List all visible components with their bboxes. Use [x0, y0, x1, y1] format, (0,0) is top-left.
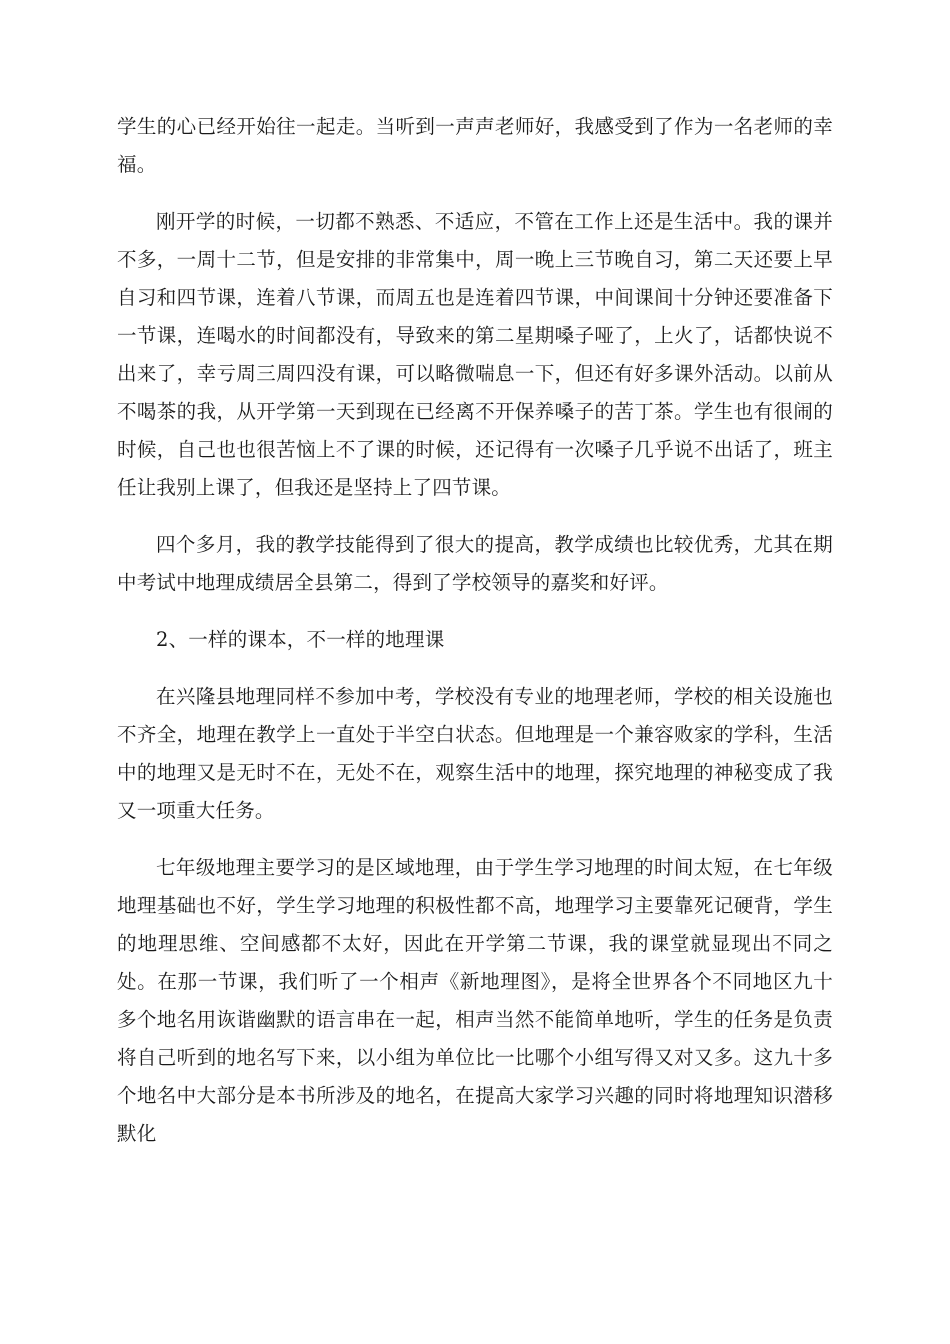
document-body [117, 108, 833, 1172]
paragraph-teaching-results: 四个多月，我的教学技能得到了很大的提高，教学成绩也比较优秀，尤其在期中考试中地理成绩居全县第二，得到了学校领导的嘉奖和好评。 [117, 533, 833, 594]
paragraph-grade-seven: 七年级地理主要学习的是区域地理，由于学生学习地理的时间太短，在七年级地理基础也不好，学生学习地理的积极性都不高，地理学习主要靠死记硬背，学生的地理思维、空间感都不太好，因此在开学第二节课，我的课堂就显现出不同之处。在那一节课，我们听了一个相声《新地理图》，是将全世界各个不同地区九十多个地名用诙谐幽默的语言串在一起，相声当然不能简单地听，学生的任务是负责将自己听到的地名写下来，以小组为单位比一比哪个小组写得又对又多。这九十多个地名中大部分是本书所涉及的地名，在提高大家学习兴趣的同时将地理知识潜移默化 [117, 856, 833, 1145]
section-heading: 2、一样的课本，不一样的地理课 [156, 628, 445, 651]
paragraph-continuation: 学生的心已经开始往一起走。当听到一声声老师好，我感受到了作为一名老师的幸福。 [117, 115, 833, 176]
paragraph-geography-status: 在兴隆县地理同样不参加中考，学校没有专业的地理老师，学校的相关设施也不齐全，地理在教学上一直处于半空白状态。但地理是一个兼容败家的学科，生活中的地理又是无时不在，无处不在，观察生活中的地理，探究地理的神秘变成了我又一项重大任务。 [117, 685, 833, 822]
paragraph-school-start: 刚开学的时候，一切都不熟悉、不适应，不管在工作上还是生活中。我的课并不多，一周十二节，但是安排的非常集中，周一晚上三节晚自习，第二天还要上早自习和四节课，连着八节课，而周五也是连着四节课，中间课间十分钟还要准备下一节课，连喝水的时间都没有，导致来的第二星期嗓子哑了，上火了，话都快说不出来了，幸亏周三周四没有课，可以略微喘息一下，但还有好多课外活动。以前从不喝茶的我，从开学第一天到现在已经离不开保养嗓子的苦丁茶。学生也有很闹的时候，自己也也很苦恼上不了课的时候，还记得有一次嗓子几乎说不出话了，班主任让我别上课了，但我还是坚持上了四节课。 [117, 210, 833, 499]
